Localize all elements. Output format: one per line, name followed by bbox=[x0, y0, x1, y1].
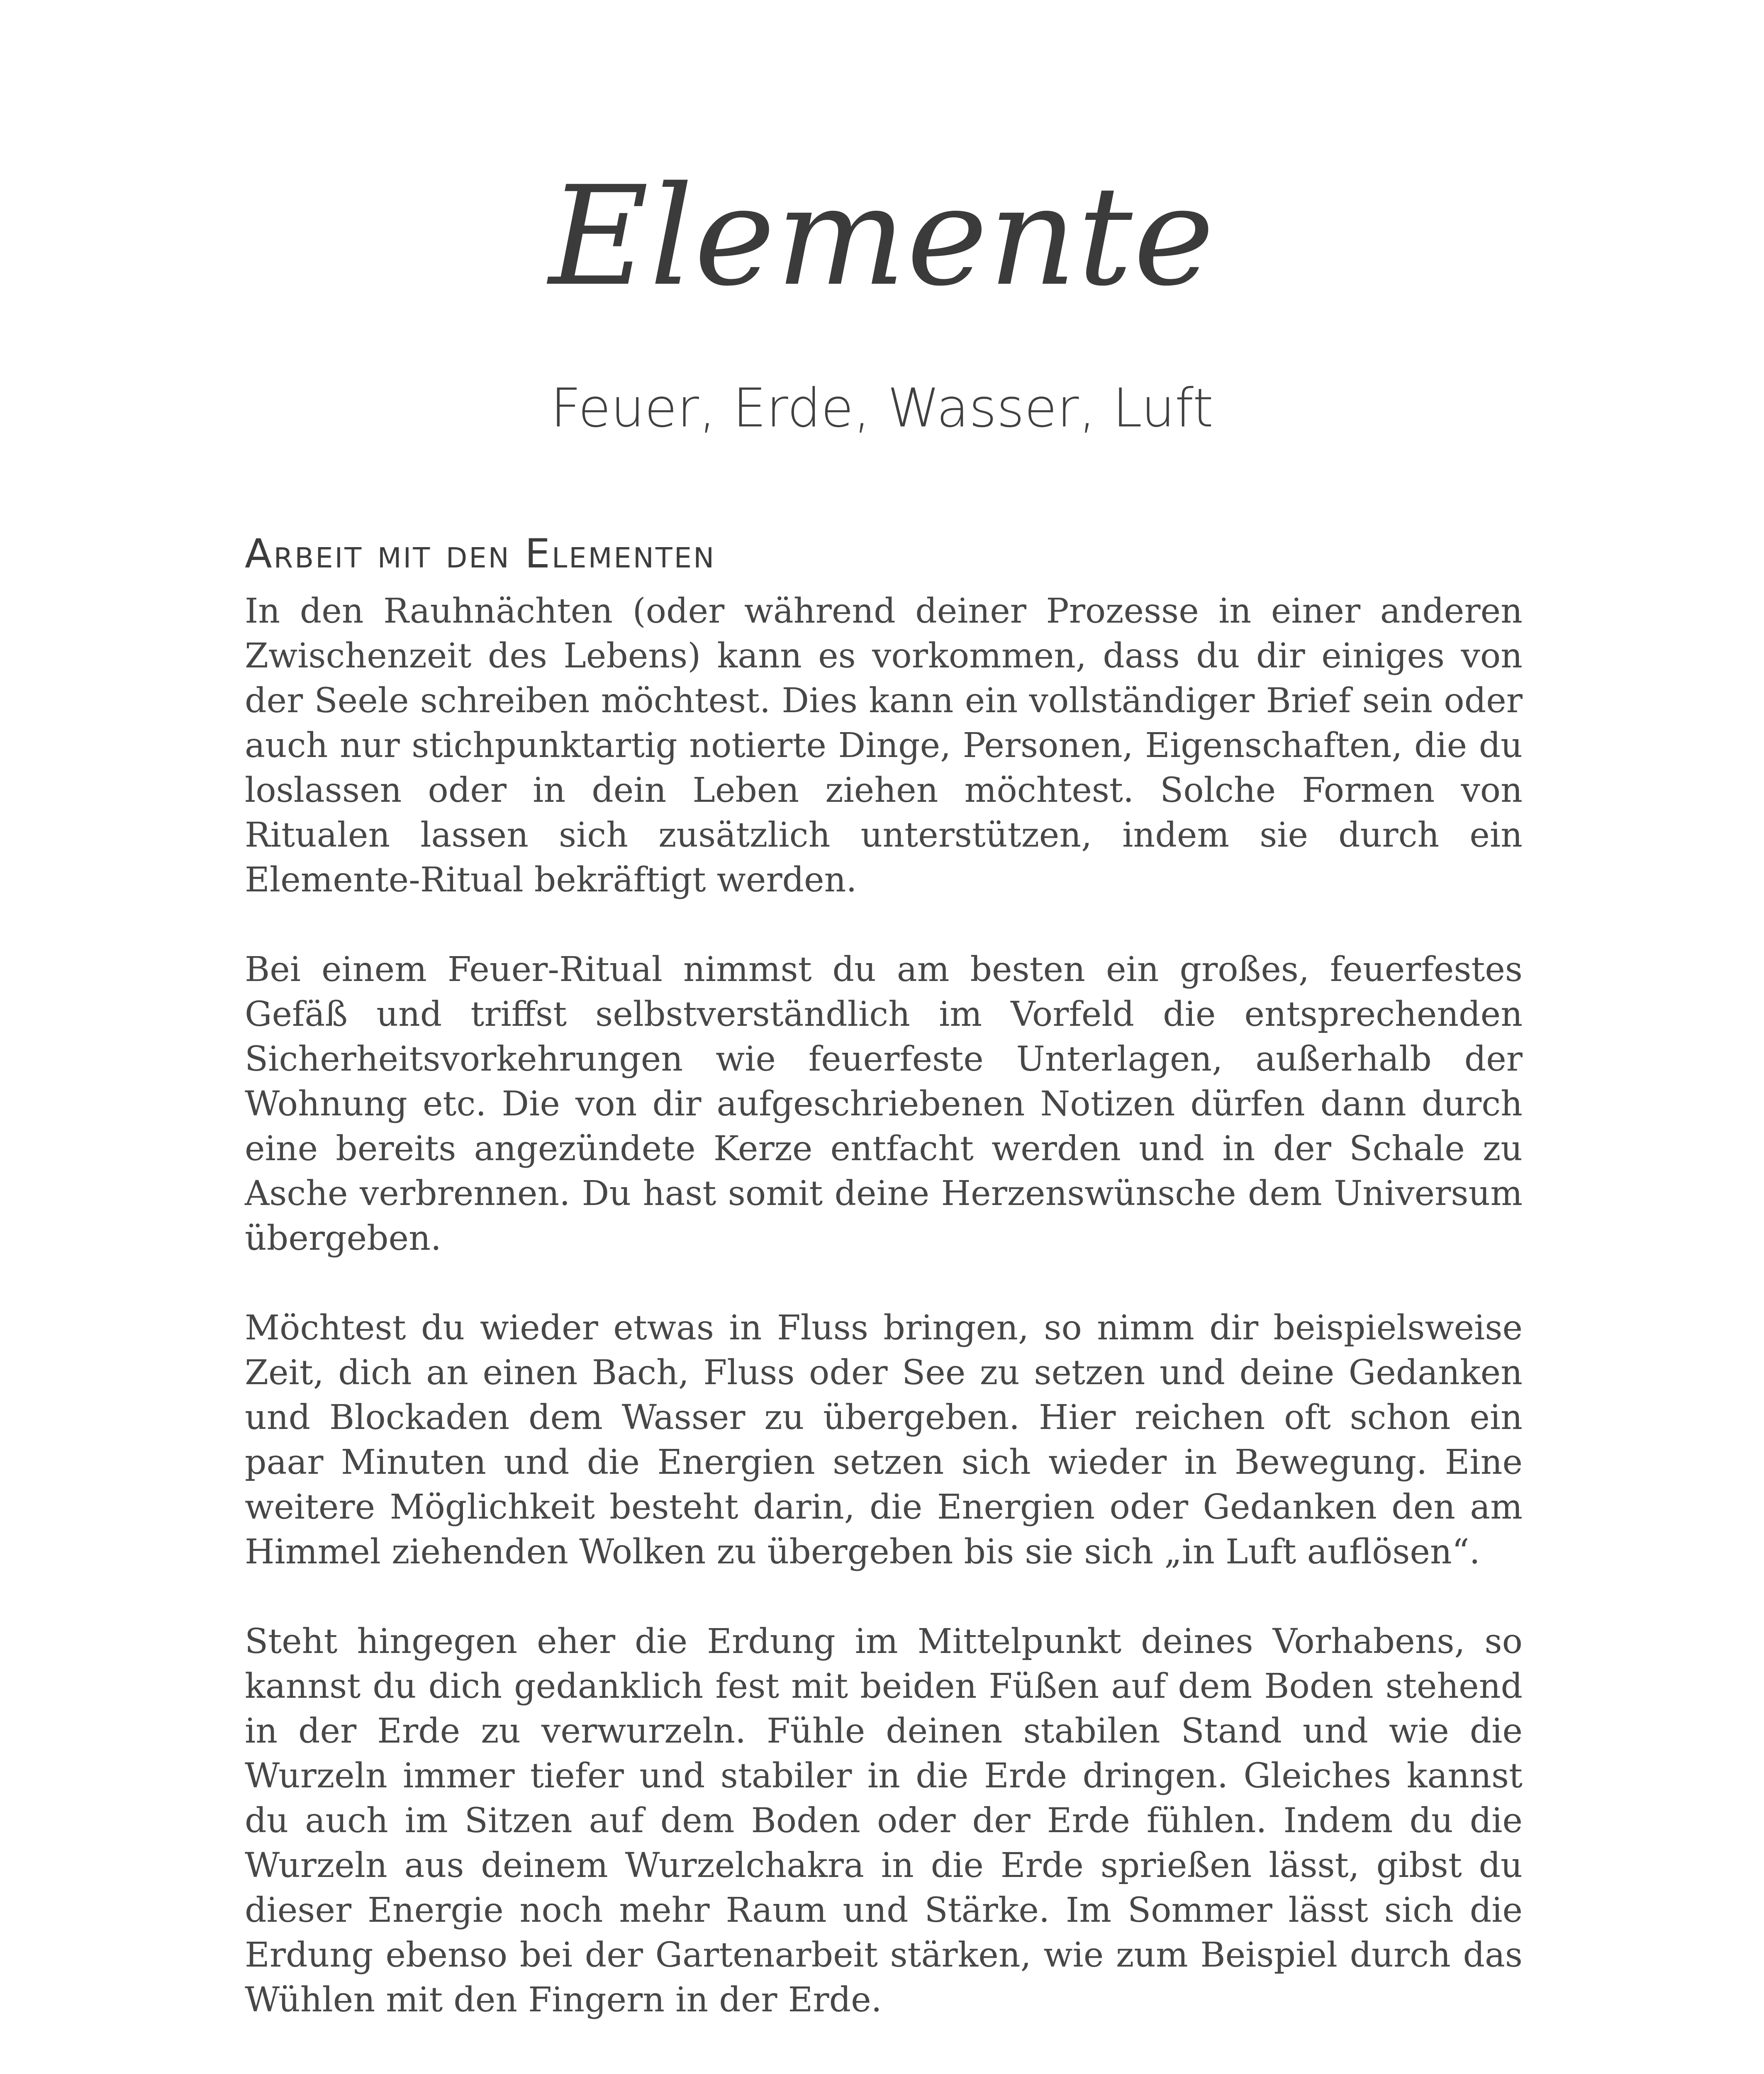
page-title: Elemente bbox=[548, 157, 1216, 316]
paragraph: Steht hingegen eher die Erdung im Mittelpunkt deines Vorhabens, so kannst du dich gedanklich fest mit beiden Füßen auf dem Boden stehend in der Erde zu verwurzeln. Fühle deinen stabilen Stand und wie die Wurzeln immer tiefer und stabiler in die Erde dringen. Gleiches kannst du auch im Sitzen auf dem Boden oder der Erde fühlen. Indem du die Wurzeln aus deinem Wurzelchakra in die Erde sprießen lässt, gibst du dieser Energie noch mehr Raum und Stärke. Im Sommer lässt sich die Erdung ebenso bei der Gartenarbeit stärken, wie zum Beispiel durch das Wühlen mit den Fingern in der Erde. bbox=[245, 1622, 1523, 2020]
paragraph: Bei einem Feuer-Ritual nimmst du am besten ein großes, feuerfestes Gefäß und triffst selbstverständlich im Vorfeld die entsprechenden Sicherheitsvorkehrungen wie feuerfeste Unterlagen, außerhalb der Wohnung etc. Die von dir aufgeschriebenen Notizen dürfen dann durch eine bereits angezündete Kerze entfacht werden und in der Schale zu Asche verbrennen. Du hast somit deine Herzenswünsche dem Universum übergeben. bbox=[245, 950, 1523, 1258]
section-heading: Arbeit mit den Elementen bbox=[245, 531, 716, 577]
page-subtitle: Feuer, Erde, Wasser, Luft bbox=[551, 377, 1213, 439]
paragraph: In den Rauhnächten (oder während deiner Prozesse in einer anderen Zwischenzeit des Lebens) kann es vorkommen, dass du dir einiges von der Seele schreiben möchtest. Dies kann ein vollständiger Brief sein oder auch nur stichpunktartig notierte Dinge, Personen, Eigenschaften, die du loslassen oder in dein Leben ziehen möchtest. Solche Formen von Ritualen lassen sich zusätzlich unterstützen, indem sie durch ein Elemente-Ritual bekräftigt werden. bbox=[245, 592, 1523, 900]
paragraph: Möchtest du wieder etwas in Fluss bringen, so nimm dir beispielsweise Zeit, dich an einen Bach, Fluss oder See zu setzen und deine Gedanken und Blockaden dem Wasser zu übergeben. Hier reichen oft schon ein paar Minuten und die Energien setzen sich wieder in Bewegung. Eine weitere Möglichkeit besteht darin, die Energien oder Gedanken den am Himmel ziehenden Wolken zu übergeben bis sie sich „in Luft auflösen“. bbox=[245, 1308, 1523, 1572]
body-text bbox=[245, 589, 1523, 2067]
